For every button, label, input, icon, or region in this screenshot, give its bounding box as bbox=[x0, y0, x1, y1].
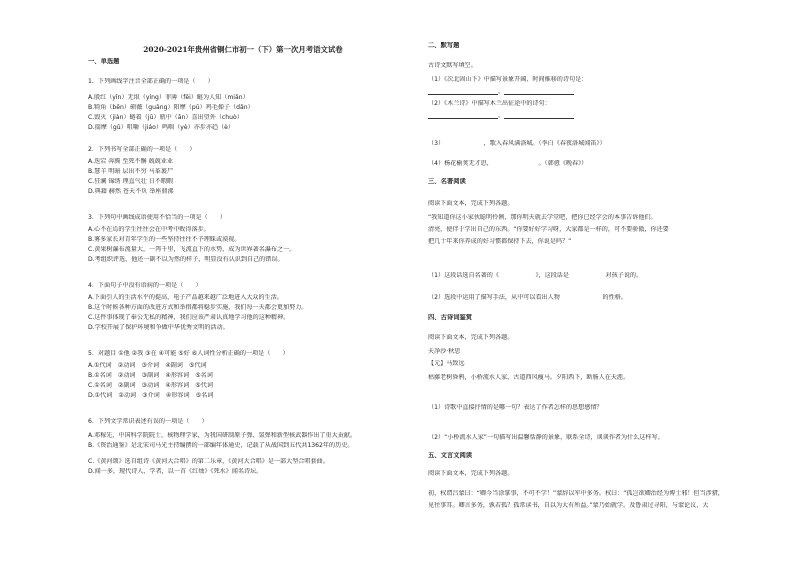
text-line bbox=[428, 404, 603, 411]
line-text: B.慧羊 明暗 层出不穷 马革裹尸 bbox=[88, 168, 174, 175]
line-text: B.《资治通鉴》是北宋司马光主持编撰的一部编年体通史，记载了从战国到五代共1362年的历史。 bbox=[88, 442, 354, 449]
text-line bbox=[88, 246, 295, 253]
line-text: 初，权谓吕蒙曰：“卿今当涂掌事，不可不学！”蒙辞以军中多务。权曰：“孤岂欲卿治经为博士邪！但当涉猎， bbox=[428, 490, 724, 497]
text-line bbox=[88, 304, 307, 311]
line-text: （4）杨花榆荚无才思， 。（韩愈《晚春》） bbox=[428, 160, 588, 167]
line-text: 四、古诗词鉴赏 bbox=[428, 314, 473, 321]
line-text: D.典籍 赫然 苍天不负 举座鼎沸 bbox=[88, 188, 174, 195]
answer-blank[interactable] bbox=[428, 88, 574, 95]
line-text: D.揣摩（gǔ）咀嚼（jiáo）鸣咽（yè）亦步亦趋（è） bbox=[88, 124, 234, 131]
text-line bbox=[428, 470, 513, 477]
line-text: 三、名著阅读 bbox=[428, 178, 466, 185]
line-text: A.迭宕 奔腾 至死不懈 兢兢业业 bbox=[88, 158, 173, 165]
line-text: 五、文言文阅读 bbox=[428, 452, 473, 459]
blank-line[interactable] bbox=[504, 88, 574, 95]
line-text: （1）《次北固山下》中描写景象开阔、时间推移的诗句是： bbox=[428, 76, 588, 83]
line-text: 阅读下面文本，完成下列各题。 bbox=[428, 200, 514, 207]
line-text: 4．下面句子中没有语病的一项是（ ） bbox=[88, 282, 202, 289]
section-heading bbox=[88, 58, 119, 65]
line-text: （2）《木兰诗》中描写木兰出征途中的诗句： bbox=[428, 100, 551, 107]
line-text: 清亮，使伴于学出自己的东西。“你要好好学习呀，大家都是一样的，可不要骄傲，你还要 bbox=[428, 226, 669, 233]
text-line bbox=[88, 158, 173, 165]
text-line bbox=[428, 100, 551, 107]
text-line bbox=[428, 200, 513, 207]
line-text: B.犄角（bēn）硕薇（guāng）阳摩（pū）鸡毛掸子（dǎn） bbox=[88, 104, 254, 111]
text-line bbox=[428, 490, 724, 497]
text-line bbox=[88, 282, 202, 289]
text-line bbox=[428, 348, 460, 355]
text-line bbox=[428, 272, 642, 279]
line-text: 天净沙·秋思 bbox=[428, 348, 461, 355]
line-text: A.殷红（yīn）无垠（yíng）菲薄（fēi）鲢为人知（miǎn） bbox=[88, 94, 249, 101]
line-text: 1．下列画线字注音全部正确的一项是（ ） bbox=[88, 78, 214, 85]
line-text: D.闻一多，现代诗人、学者，以一首《红烛》《死水》闻名诗坛。 bbox=[88, 468, 263, 475]
text-line bbox=[88, 432, 356, 439]
blank-line[interactable] bbox=[504, 112, 574, 119]
line-text: 把几十年来你养成的好习惯都保持下去，你说是吗？” bbox=[428, 238, 572, 245]
text-line bbox=[428, 226, 669, 233]
line-text: 见往事耳。卿言多务，孰若孤？孤常读书，自以为大有所益。”蒙乃始就学。及鲁肃过寻阳，与蒙论议，大 bbox=[428, 502, 709, 509]
text-line bbox=[88, 188, 174, 195]
text-line bbox=[428, 214, 657, 221]
line-text: 6．下列文学常识表述有误的一项是（ ） bbox=[88, 418, 208, 425]
line-text: D.①代词 ②动词 ③介词 ④形容词 ⑤名词 bbox=[88, 392, 214, 399]
text-line bbox=[88, 146, 195, 153]
text-line bbox=[88, 392, 213, 399]
text-line bbox=[88, 468, 262, 475]
punctuation: ， bbox=[498, 88, 505, 95]
text-line bbox=[88, 256, 284, 263]
text-line bbox=[428, 502, 708, 509]
line-text: D.学校开展了保护环境和争做中华优秀文明的活动。 bbox=[88, 324, 229, 331]
text-line bbox=[88, 124, 234, 131]
line-note: 词性分析正确的一项是（ ） bbox=[203, 350, 289, 357]
line-text: “我知道你这小家伙聪明伶俐，那你明天就去学堂吧，把你已经学会的本事告诉他们。 bbox=[428, 214, 657, 221]
text-line bbox=[428, 140, 606, 147]
text-line bbox=[88, 178, 173, 185]
text-line bbox=[428, 334, 513, 341]
line-text: B.这个时候各种方面的改进方式和举措都将稳步实施，我们每一天都会更加努力。 bbox=[88, 304, 308, 311]
section-heading bbox=[428, 178, 466, 185]
text-line bbox=[88, 78, 214, 85]
line-text: C.《黄河颂》选自组诗《黄河大合唱》的第二乐章，《黄河大合唱》是一部大型合唱套曲。 bbox=[88, 458, 329, 465]
line-text: （1）诗歌中直接抒情的是哪一句？表达了作者怎样的思想感情？ bbox=[428, 404, 603, 411]
line-text: 2．下列书写全部正确的一项是（ ） bbox=[88, 146, 196, 153]
text-line bbox=[88, 372, 213, 379]
text-line bbox=[428, 160, 587, 167]
line-text: 枯藤老树昏鸦，小桥流水人家，古道西风瘦马。夕阳西下，断肠人在天涯。 bbox=[428, 374, 630, 381]
text-line bbox=[88, 168, 173, 175]
text-line bbox=[428, 76, 587, 83]
text-line bbox=[428, 62, 477, 69]
line-text: 5．对题目 ①他 ②我 ③在 ④可能 ⑤好 ⑥人 bbox=[88, 350, 204, 357]
text-line bbox=[88, 458, 329, 465]
line-text: 阅读下面文本，完成下列各题。 bbox=[428, 334, 514, 341]
text-line bbox=[88, 236, 240, 243]
blank-line[interactable] bbox=[428, 112, 498, 119]
line-text: C.这件事体现了奉公无私的精神，我们应该严肃认真地学习他的这种精神。 bbox=[88, 314, 290, 321]
text-line bbox=[428, 374, 629, 381]
text-line bbox=[88, 350, 289, 357]
text-line bbox=[428, 294, 627, 301]
text-line bbox=[88, 294, 283, 301]
punctuation: ， bbox=[498, 112, 505, 119]
line-text: （2）选段中运用了描写手法，从中可以看出人物 的性格。 bbox=[428, 294, 627, 301]
text-line bbox=[88, 226, 210, 233]
answer-blank[interactable] bbox=[428, 112, 574, 119]
blank-line[interactable] bbox=[428, 88, 498, 95]
text-line bbox=[88, 442, 353, 449]
line-text: 二、默写题 bbox=[428, 42, 460, 49]
line-text: 一、单选题 bbox=[88, 58, 120, 65]
line-text: A.邓稼先，中国科学院院士，核物理学家，为我国研制原子弹、氢弹和新型核武器作出了重大贡献。 bbox=[88, 432, 357, 439]
text-line bbox=[88, 114, 243, 121]
text-line bbox=[88, 324, 229, 331]
line-text: B.①名词 ②动词 ③副词 ④形容词 ⑤名词 bbox=[88, 372, 213, 379]
line-text: C.黄果树瀑布流量大，一泻千里，飞流直下的水势，成为世界著名瀑布之一。 bbox=[88, 246, 296, 253]
section-heading bbox=[428, 452, 472, 459]
text-line bbox=[428, 238, 571, 245]
text-line bbox=[88, 214, 226, 221]
line-text: 3．下列句中画线成语使用不恰当的一项是（ ） bbox=[88, 214, 226, 221]
text-line bbox=[88, 418, 208, 425]
line-text: B.雾多家长对青年学生的一些坚持往往不予理睬或漠视。 bbox=[88, 236, 241, 243]
line-text: C.①名词 ②副词 ③动词 ④形容词 ⑤代词 bbox=[88, 382, 213, 389]
line-text: 古诗文默写填空。 bbox=[428, 62, 477, 69]
line-text: 阅读下面文本，完成下列各题。 bbox=[428, 470, 514, 477]
line-text: D.考组织评选，他还一副不以为然的样子，明显没有认识到自己的错误。 bbox=[88, 256, 284, 263]
text-line bbox=[88, 314, 289, 321]
line-text: （3） ，歌入春风满洛城。（李白《春夜洛城闻笛》） bbox=[428, 140, 606, 147]
section-heading bbox=[428, 42, 459, 49]
text-line bbox=[88, 382, 213, 389]
line-text: C.毁灭（jiàn）蜷着（jū）瓶中（ān）喜出望外（chuò） bbox=[88, 114, 243, 121]
text-line bbox=[88, 104, 254, 111]
exam-title: 2020-2021年贵州省铜仁市初一（下）第一次月考语文试卷 bbox=[143, 45, 343, 54]
text-line bbox=[88, 94, 249, 101]
line-text: A.①代词 ②动词 ③介词 ④副词 ⑤代词 bbox=[88, 362, 207, 369]
line-text: C.狂澜 锦绣 理直气壮 日不暇暇 bbox=[88, 178, 174, 185]
line-text: 【元】马致远 bbox=[428, 360, 465, 367]
line-text: （2）“小桥流水人家”一句描写出温馨恬静的景象，联系全诗，谈谈作者为什么这样写。 bbox=[428, 434, 664, 441]
text-line bbox=[88, 362, 207, 369]
line-text: （1）这段话选自名著的《 》，这段话是 对孩子说的。 bbox=[428, 272, 643, 279]
line-text: A.下面引人的生活水平的提高，电子产品越来越广泛地进入大众的生活。 bbox=[88, 294, 283, 301]
section-heading bbox=[428, 314, 472, 321]
line-text: A.心不在焉的学生往往会在中考中败得落步。 bbox=[88, 226, 210, 233]
text-line bbox=[428, 360, 465, 367]
text-line bbox=[428, 434, 664, 441]
